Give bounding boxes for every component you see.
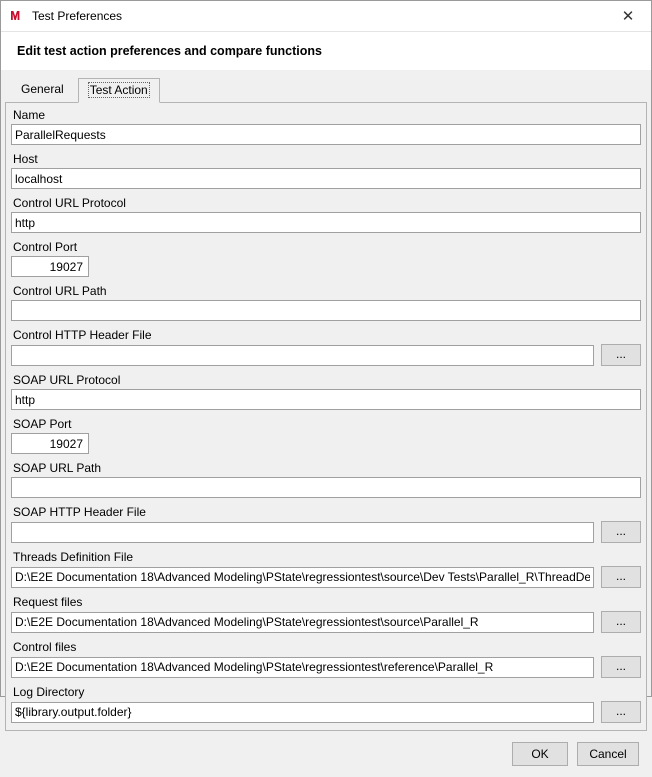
field-log-directory-row <box>11 701 641 723</box>
ok-button[interactable]: OK <box>512 742 568 766</box>
window-title: Test Preferences <box>32 9 123 23</box>
field-control-port-row <box>11 256 641 277</box>
field-control-files-row <box>11 656 641 678</box>
field-soap-http-header-file-row <box>11 521 641 543</box>
threads-definition-file-input[interactable] <box>11 567 594 588</box>
control-files-input[interactable] <box>11 657 594 678</box>
control-http-header-file-browse-button[interactable]: ... <box>601 344 641 366</box>
field-request-files-row <box>11 611 641 633</box>
field-soap-url-protocol-row <box>11 389 641 410</box>
close-icon[interactable]: ✕ <box>621 8 635 25</box>
label-name: Name <box>13 108 46 122</box>
label-control-url-path: Control URL Path <box>13 284 107 298</box>
field-control-http-header-file-row <box>11 344 641 366</box>
threads-definition-file-browse-button[interactable]: ... <box>601 566 641 588</box>
request-files-browse-button[interactable]: ... <box>601 611 641 633</box>
tab-bar <box>1 70 651 102</box>
label-control-url-protocol: Control URL Protocol <box>13 196 126 210</box>
control-files-browse-button[interactable]: ... <box>601 656 641 678</box>
request-files-input[interactable] <box>11 612 594 633</box>
tab-general-label: General <box>21 82 64 96</box>
label-request-files: Request files <box>13 595 83 609</box>
label-soap-port: SOAP Port <box>13 417 72 431</box>
label-control-http-header-file: Control HTTP Header File <box>13 328 152 342</box>
tab-test-action[interactable] <box>78 78 160 103</box>
label-soap-url-protocol: SOAP URL Protocol <box>13 373 121 387</box>
tab-test-action-label: Test Action <box>89 83 148 97</box>
host-input[interactable] <box>11 168 641 189</box>
field-soap-port-row <box>11 433 641 454</box>
control-http-header-file-input[interactable] <box>11 345 594 366</box>
field-soap-url-path-row <box>11 477 641 498</box>
tab-general[interactable] <box>9 77 76 102</box>
label-host: Host <box>13 152 38 166</box>
soap-url-protocol-input[interactable] <box>11 389 641 410</box>
log-directory-input[interactable] <box>11 702 594 723</box>
soap-http-header-file-browse-button[interactable]: ... <box>601 521 641 543</box>
title-bar <box>1 1 651 32</box>
dialog-footer <box>1 731 651 777</box>
label-control-files: Control files <box>13 640 77 654</box>
field-control-url-protocol-row <box>11 212 641 233</box>
label-log-directory: Log Directory <box>13 685 85 699</box>
cancel-button[interactable]: Cancel <box>577 742 639 766</box>
test-action-panel <box>5 102 647 731</box>
label-soap-url-path: SOAP URL Path <box>13 461 102 475</box>
soap-port-input[interactable] <box>11 433 89 454</box>
page-title: Edit test action preferences and compare functions <box>17 44 322 58</box>
control-url-path-input[interactable] <box>11 300 641 321</box>
soap-http-header-file-input[interactable] <box>11 522 594 543</box>
name-input[interactable] <box>11 124 641 145</box>
control-port-input[interactable] <box>11 256 89 277</box>
label-soap-http-header-file: SOAP HTTP Header File <box>13 505 146 519</box>
app-logo-icon <box>9 8 25 24</box>
log-directory-browse-button[interactable]: ... <box>601 701 641 723</box>
label-threads-definition-file: Threads Definition File <box>13 550 134 564</box>
field-name-row <box>11 124 641 145</box>
control-url-protocol-input[interactable] <box>11 212 641 233</box>
soap-url-path-input[interactable] <box>11 477 641 498</box>
dialog-header <box>1 32 651 70</box>
field-control-url-path-row <box>11 300 641 321</box>
label-control-port: Control Port <box>13 240 78 254</box>
field-host-row <box>11 168 641 189</box>
field-threads-definition-file-row <box>11 566 641 588</box>
